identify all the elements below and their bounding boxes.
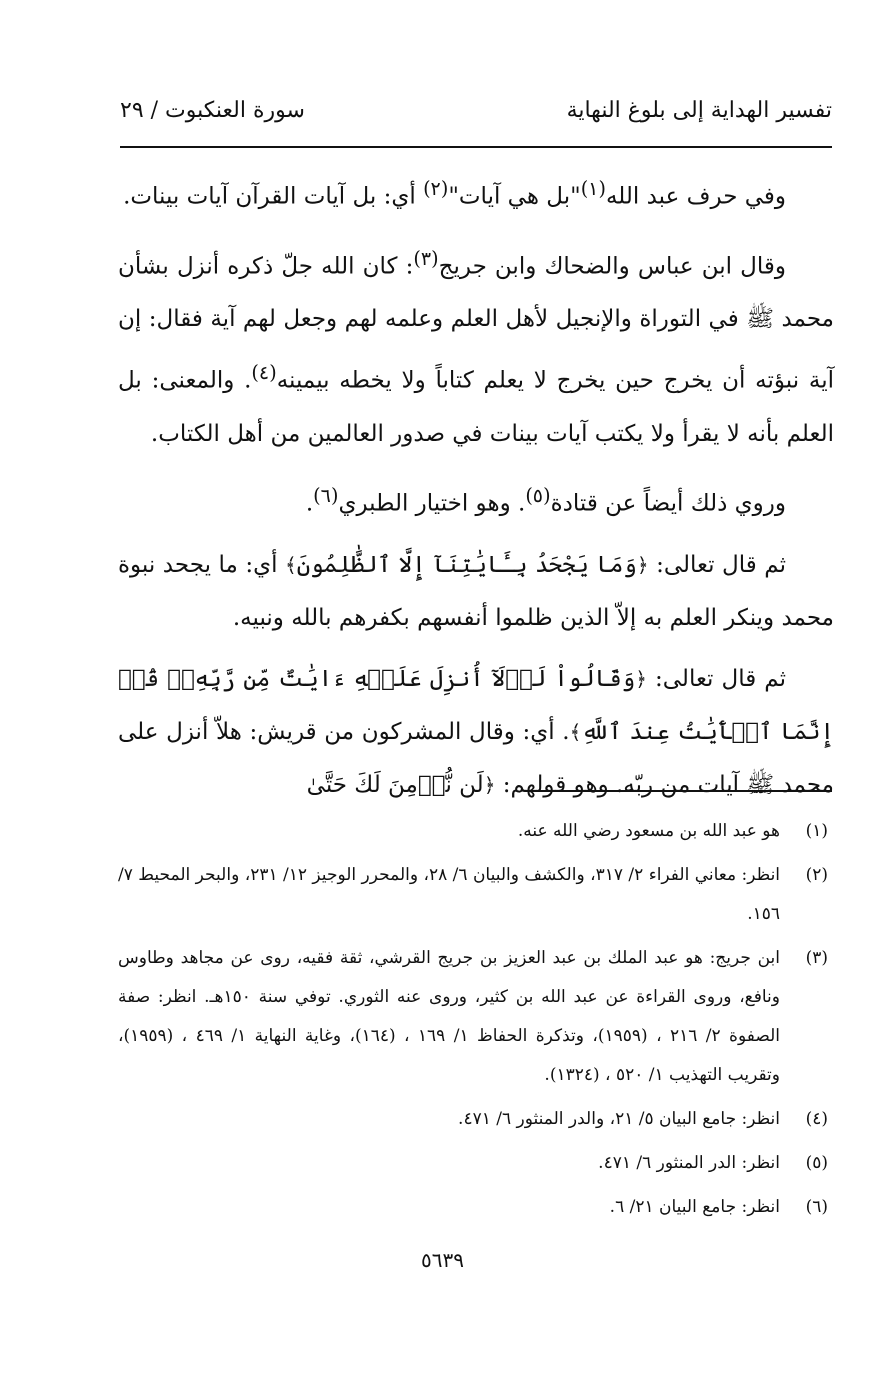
quran-close-bracket: ﴾ [569, 719, 582, 744]
footnote-ref: (٦) [313, 483, 339, 507]
footnote [118, 812, 834, 851]
footnote [118, 939, 834, 1095]
footnote [118, 856, 834, 934]
text-run: وقال ابن عباس والضحاك وابن جريج [438, 253, 787, 280]
footnote [118, 1188, 834, 1227]
text-run: ثم قال تعالى: [648, 551, 786, 578]
text-run: "بل هي آيات" [448, 183, 581, 210]
quran-verse: وَقَالُواْ لَوۡلَآ أُنزِلَ عَلَيۡهِ ءَايَٰتٌ مِّن رَّبِّهِۦۖ قُلۡ إِنَّمَا ٱلۡأٓيَٰتُ عِندَ ٱللَّهِ [118, 665, 834, 745]
paragraph-2 [118, 232, 834, 461]
footnote-text: انظر: جامع البيان ٢١/ ٦. [609, 1197, 780, 1217]
footnote-ref: (١) [580, 177, 606, 200]
footnote-ref: (٣) [413, 246, 439, 270]
paragraph-3 [118, 469, 834, 531]
quran-open-bracket: ﴿ [483, 772, 496, 797]
main-text [118, 162, 834, 820]
paragraph-5 [118, 653, 834, 812]
quran-verse: وَمَا يَجْحَدُ بِـَٔايَٰتِنَآ إِلَّا ٱلظَّٰلِمُونَ [296, 551, 637, 578]
quran-open-bracket: ﴿ [635, 666, 647, 691]
text-run: : كان الله جلّ ذكره أنزل بشأن محمد ﷺ في التوراة والإنجيل لأهل العلم وعلمه لهم وجعل لهم آية فقال: إن آية نبؤته أن يخرج حين يخرج لا يعلم كتاباً ولا يخطه بيمينه [118, 253, 835, 394]
page-number: ٥٦٣٩ [421, 1248, 464, 1272]
paragraph-1 [118, 162, 834, 224]
footnote-text: انظر: جامع البيان ٥/ ٢١، والدر المنثور ٦/ ٤٧١. [458, 1109, 780, 1129]
footnote-number: (٢) [805, 865, 828, 885]
text-run: . [305, 490, 314, 517]
footnote-text: انظر: الدر المنثور ٦/ ٤٧١. [598, 1153, 780, 1173]
quran-verse: لَن نُّؤۡمِنَ لَكَ حَتَّىٰ [306, 771, 484, 798]
quran-close-bracket: ﴾ [285, 552, 297, 577]
running-header [120, 98, 832, 132]
footnote-number: (٣) [805, 948, 828, 968]
footnote-number: (٤) [805, 1109, 828, 1129]
text-run: وفي حرف عبد الله [605, 183, 786, 210]
text-run: . والمعنى: بل العلم بأنه لا يقرأ ولا يكتب آيات بينات في صدور العالمين من أهل الكتاب. [118, 367, 834, 447]
text-run: وروي ذلك أيضاً عن قتادة [550, 490, 786, 517]
footnote [118, 1144, 834, 1183]
paragraph-4 [118, 539, 834, 645]
text-run: أي: ما يجحد نبوة محمد وينكر العلم به إلاّ الذين ظلموا أنفسهم بكفرهم بالله ونبيه. [118, 551, 834, 631]
footnotes [118, 812, 834, 1232]
surah-label: سورة العنكبوت / ٢٩ [120, 98, 305, 123]
quran-open-bracket: ﴿ [636, 552, 649, 577]
header-rule [120, 146, 832, 148]
footnote [118, 1100, 834, 1139]
footnote-number: (٦) [805, 1197, 828, 1217]
footnote-ref: (٢) [423, 177, 449, 200]
text-run: ثم قال تعالى: [646, 665, 786, 692]
footnote-text: هو عبد الله بن مسعود رضي الله عنه. [517, 821, 780, 841]
text-run: . أي: وقال المشركون من قريش: هلاّ أنزل على محمد ﷺ آيات من ربّه. وهو قولهم: [118, 718, 834, 798]
footnote-ref: (٤) [251, 361, 277, 385]
footnote-separator [530, 790, 832, 792]
footnote-number: (٥) [805, 1153, 828, 1173]
footnote-ref: (٥) [525, 483, 551, 507]
footnote-text: انظر: معاني الفراء ٢/ ٣١٧، والكشف والبيان ٦/ ٢٨، والمحرر الوجيز ١٢/ ٢٣١، والبحر المحيط ٧/ ١٥٦. [118, 865, 781, 924]
footnote-text: ابن جريج: هو عبد الملك بن عبد العزيز بن جريج القرشي، ثقة فقيه، روى عن مجاهد وطاوس ونافع، وروى القراءة عن عبد الله بن كثير، وروى عنه الثوري. توفي سنة ١٥٠هـ. انظر: صفة الصفوة ٢/ ٢١٦ ، (١٩٥٩)، وتذكرة الحفاظ ١/ ١٦٩ ، (١٦٤)، وغاية النهاية ١/ ٤٦٩ ، (١٩٥٩)، وتقريب التهذيب ١/ ٥٢٠ ، (١٣٢٤). [118, 948, 780, 1085]
footnote-number: (١) [805, 821, 828, 841]
text-run: . وهو اختيار الطبري [338, 490, 526, 517]
book-title: تفسير الهداية إلى بلوغ النهاية [566, 98, 832, 123]
text-run: أي: بل آيات القرآن آيات بينات. [123, 183, 424, 210]
